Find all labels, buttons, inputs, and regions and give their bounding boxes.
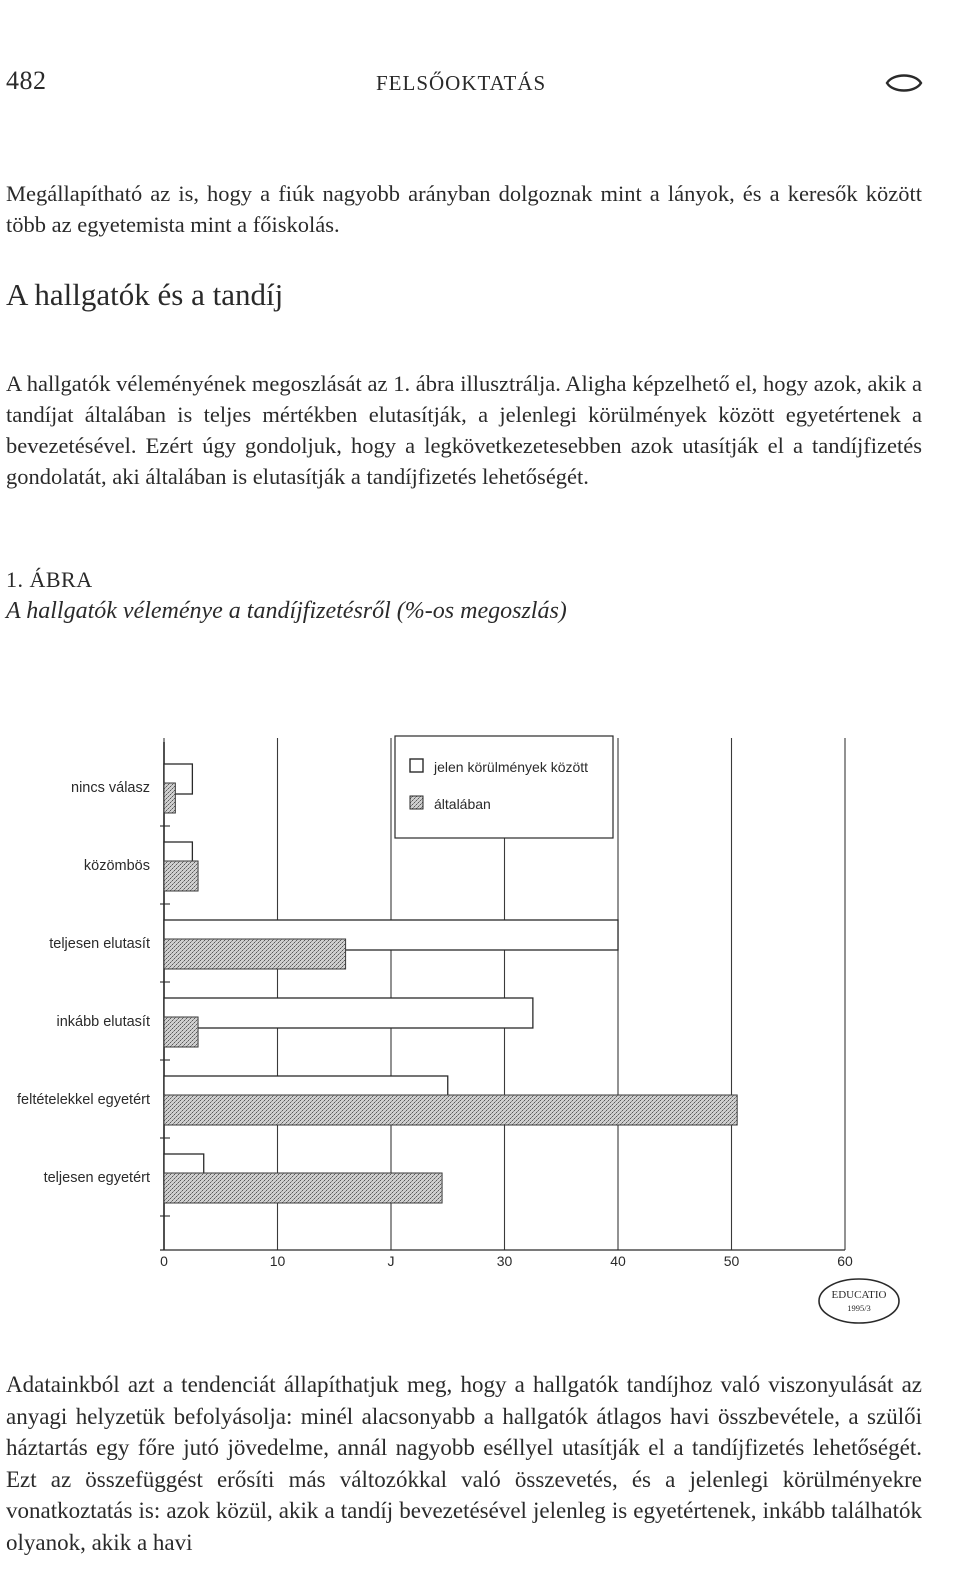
figure-label: 1. ÁBRA [6,567,93,592]
category-label: teljesen egyetért [43,1170,150,1186]
figure-title: A hallgatók véleménye a tandíjfizetésről (%-os megoszlás) [6,598,567,624]
legend-label-altalaban: általában [434,796,491,812]
category-label: feltételekkel egyetért [17,1092,150,1108]
bar-altalaban [164,939,346,969]
category-label: teljesen elutasít [49,936,150,952]
legend-swatch-jelen [410,759,423,772]
category-label: nincs válasz [71,780,150,796]
bar-chart [0,728,960,1273]
oval-icon [883,70,925,96]
stamp-journal-name: EDUCATIO [831,1289,887,1301]
paragraph-analysis: Adatainkból azt a tendenciát állapíthatjuk meg, hogy a hallgatók tandíjhoz való viszonyulását az anyagi helyzetük befolyásolja: minél alacsonyabb a hallgatók átlagos havi összbevétele, a szülői háztartás egy főre jutó jövedelme, annál nagyobb eséllyel utasítják el a tandíjfizetés lehetőségét. Ezt az összefüggést erősíti más változókkal való összevetés, és a jelenlegi körülményekre vonatkoztatás is: azok közül, akik a tandíj bevezetésével jelenleg is egyetértenek, inkább találhatók olyanok, akik a havi [6,1372,922,1555]
category-label: inkább elutasít [56,1014,150,1030]
x-tick-label: J [387,1253,395,1269]
legend-label-jelen: jelen körülmények között [434,759,589,775]
x-tick-label: 50 [723,1253,740,1269]
legend-box [395,736,613,838]
section-heading: A hallgatók és a tandíj [6,277,284,312]
x-tick-label: 0 [160,1253,168,1269]
bar-jelen [164,998,533,1028]
bar-altalaban [164,861,198,891]
bar-altalaban [164,1095,737,1125]
x-tick-label: 30 [496,1253,513,1269]
bar-altalaban [164,1017,198,1047]
stamp-issue: 1995/3 [847,1303,871,1313]
bar-altalaban [164,1173,442,1203]
running-head: FELSŐOKTATÁS [376,71,547,95]
paragraph-figure-intro: A hallgatók véleményének megoszlását az 1. ábra illusztrálja. Aligha képzelhető el, hogy azok, akik a tandíjat általában is teljes mértékben elutasítják, a jelenlegi körülmények között egyetértenek a bevezetésével. Ezért úgy gondoljuk, hogy a legkövetkezetesebben azok utasítják el a tandíjfizetés gondolatát, aki általában is elutasítják a tandíjfizetés lehetőségét. [6,371,922,489]
x-tick-label: 60 [837,1253,853,1269]
paragraph-intro: Megállapítható az is, hogy a fiúk nagyobb arányban dolgoznak mint a lányok, és a keresők között több az egyetemista mint a főiskolás. [6,181,922,237]
x-tick-label: 40 [610,1253,626,1269]
category-label: közömbös [83,858,150,874]
page-number: 482 [6,66,47,95]
legend-swatch-altalaban [410,796,423,809]
x-tick-label: 10 [269,1253,286,1269]
bar-altalaban [164,783,175,813]
journal-stamp [817,1275,901,1327]
